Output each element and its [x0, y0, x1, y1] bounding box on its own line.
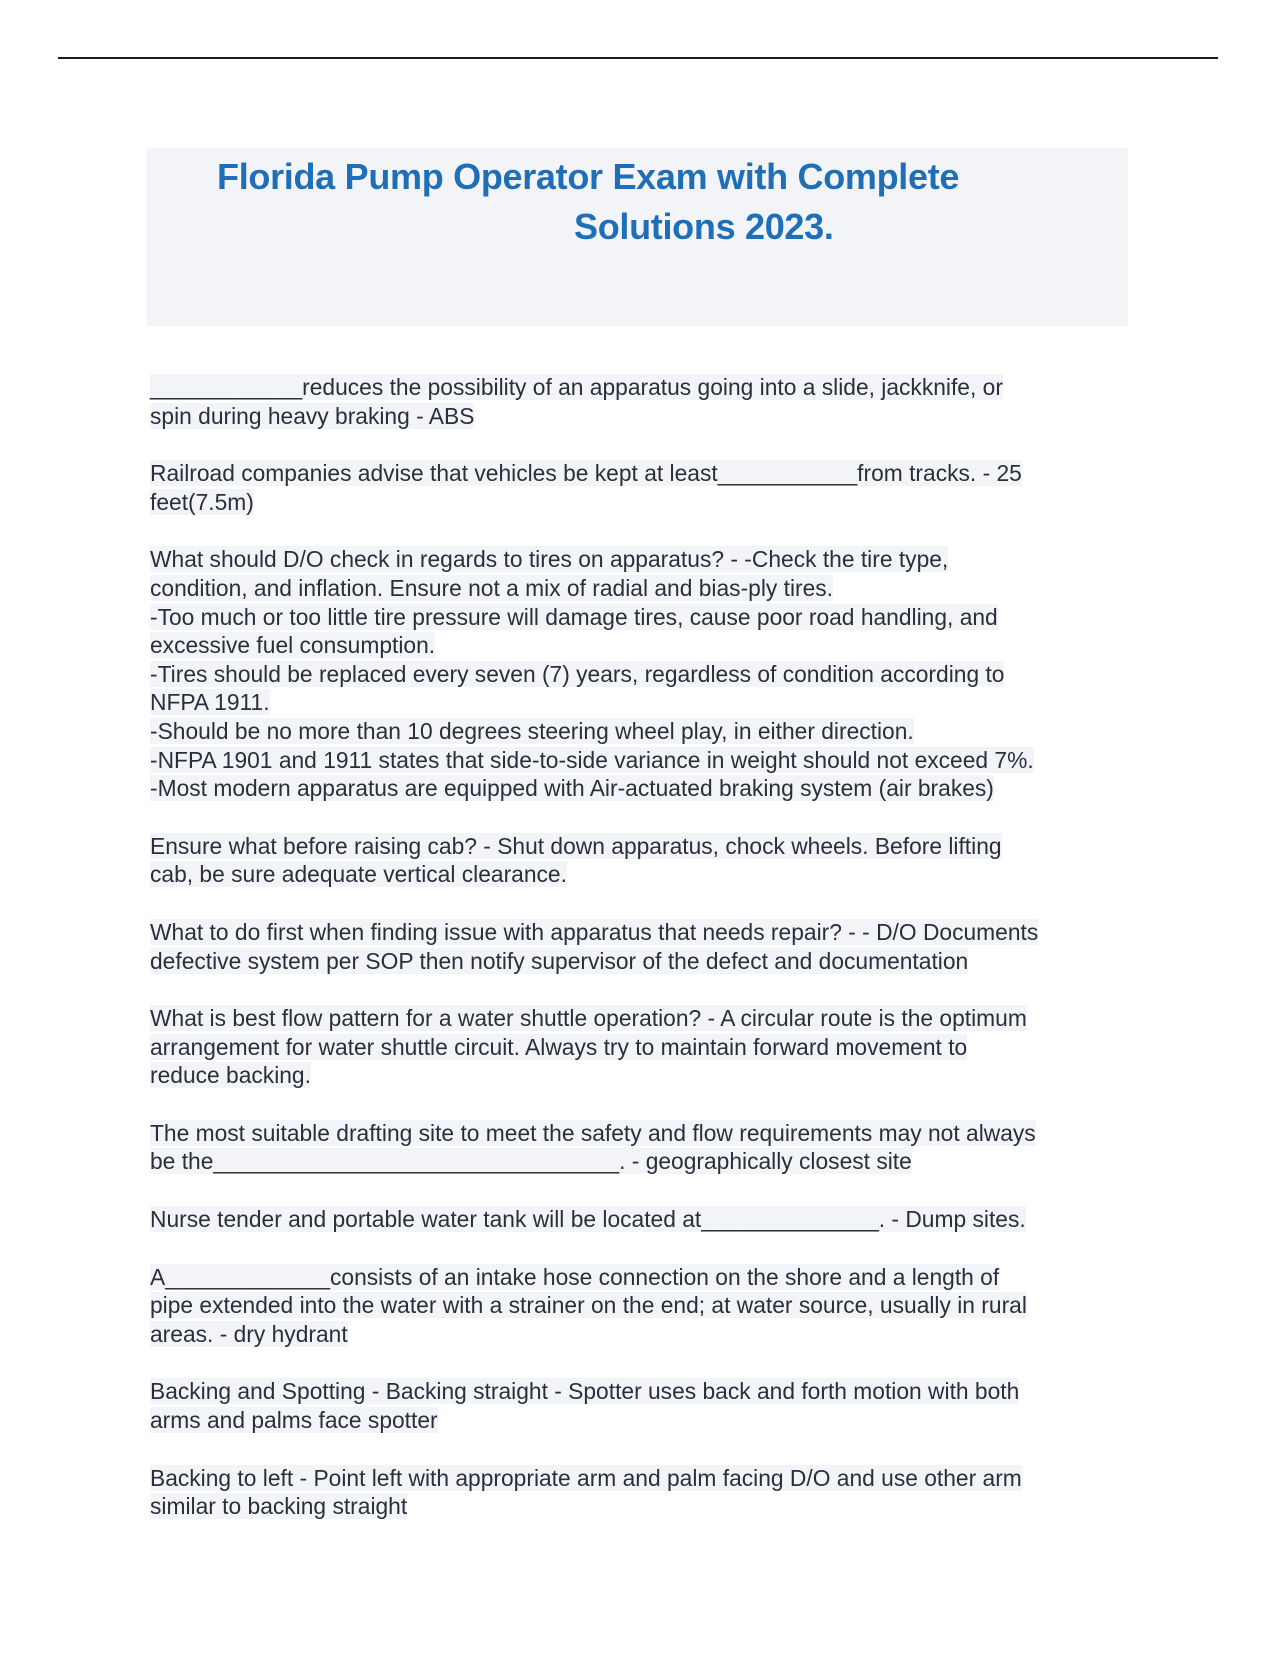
- qa-item: [150, 1119, 1130, 1176]
- qa-text-line: The most suitable drafting site to meet the safety and flow requirements may not always: [150, 1119, 1036, 1146]
- qa-item: [150, 545, 1130, 802]
- qa-text-line: Backing and Spotting - Backing straight - Spotter uses back and forth motion with both: [150, 1378, 1020, 1405]
- qa-text-line: arms and palms face spotter: [150, 1407, 438, 1434]
- qa-text-line: -NFPA 1901 and 1911 states that side-to-side variance in weight should not exceed 7%.: [150, 746, 1034, 773]
- qa-text-line: be the________________________________. - geographically closest site: [150, 1148, 912, 1175]
- qa-item: [150, 832, 1130, 889]
- qa-text-line: -Most modern apparatus are equipped with Air-actuated braking system (air brakes): [150, 775, 994, 802]
- qa-text-line: reduce backing.: [150, 1062, 311, 1089]
- qa-item: [150, 1263, 1130, 1349]
- qa-item: [150, 1205, 1130, 1234]
- qa-text-line: areas. - dry hydrant: [150, 1320, 348, 1347]
- qa-text-line: -Too much or too little tire pressure will damage tires, cause poor road handling, and: [150, 603, 998, 630]
- qa-text-line: What should D/O check in regards to tires on apparatus? - -Check the tire type,: [150, 546, 949, 573]
- qa-text-line: Nurse tender and portable water tank will be located at______________. - Dump sites.: [150, 1206, 1026, 1233]
- qa-text-line: Ensure what before raising cab? - Shut down apparatus, chock wheels. Before lifting: [150, 832, 1002, 859]
- qa-item: [150, 1004, 1130, 1090]
- qa-text-line: defective system per SOP then notify supervisor of the defect and documentation: [150, 947, 969, 974]
- qa-text-line: -Tires should be replaced every seven (7) years, regardless of condition according to: [150, 660, 1005, 687]
- title-block: [147, 148, 1128, 326]
- qa-text-line: excessive fuel consumption.: [150, 632, 436, 659]
- document-title-line-1: Florida Pump Operator Exam with Complete: [217, 156, 960, 197]
- header-rule: [58, 57, 1218, 59]
- document-title-line-2: Solutions 2023.: [574, 206, 834, 247]
- qa-text-line: ____________reduces the possibility of an apparatus going into a slide, jackknife, or: [150, 374, 1003, 400]
- qa-text-line: spin during heavy braking - ABS: [150, 402, 475, 429]
- qa-item: [150, 918, 1130, 975]
- qa-text-line: Railroad companies advise that vehicles be kept at least___________from tracks. - 25: [150, 460, 1022, 487]
- qa-text-line: -Should be no more than 10 degrees steering wheel play, in either direction.: [150, 717, 914, 744]
- qa-text-line: What to do first when finding issue with apparatus that needs repair? - - D/O Documents: [150, 918, 1039, 945]
- qa-item: [150, 373, 1130, 430]
- qa-text-line: condition, and inflation. Ensure not a mix of radial and bias-ply tires.: [150, 574, 834, 601]
- qa-item: [150, 1464, 1130, 1521]
- qa-item: [150, 459, 1130, 516]
- qa-text-line: A_____________consists of an intake hose connection on the shore and a length of: [150, 1263, 1000, 1290]
- qa-text-line: Backing to left - Point left with appropriate arm and palm facing D/O and use other arm: [150, 1464, 1022, 1491]
- qa-text-line: feet(7.5m): [150, 488, 254, 515]
- qa-list: [150, 373, 1130, 1550]
- qa-text-line: similar to backing straight: [150, 1493, 408, 1520]
- qa-item: [150, 1377, 1130, 1434]
- qa-text-line: pipe extended into the water with a strainer on the end; at water source, usually in rural: [150, 1292, 1027, 1319]
- qa-text-line: What is best flow pattern for a water shuttle operation? - A circular route is the optimum: [150, 1005, 1027, 1032]
- qa-text-line: arrangement for water shuttle circuit. Always try to maintain forward movement to: [150, 1033, 968, 1060]
- qa-text-line: cab, be sure adequate vertical clearance.: [150, 861, 567, 888]
- qa-text-line: NFPA 1911.: [150, 689, 270, 716]
